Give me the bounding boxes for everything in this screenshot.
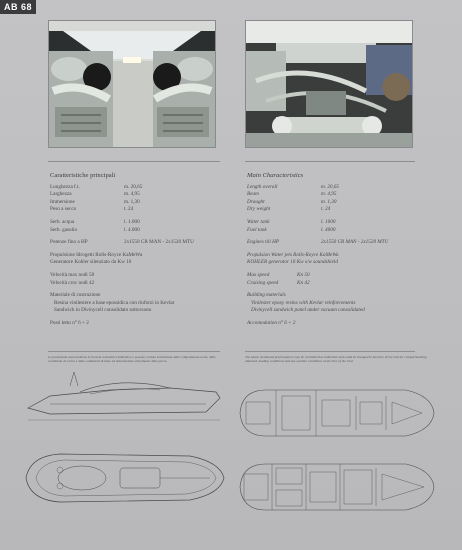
spec-label: Draught (247, 198, 265, 205)
cruise-speed-text: Velocità croc nodi 42 (50, 279, 95, 286)
spec-value: l. 1.000 (124, 218, 140, 225)
spec-value: l. 4.000 (124, 226, 140, 233)
materials-line: Vinilester epoxy resins with Kevlar reinforcements (251, 299, 356, 306)
spec-label: Peso a secco (50, 206, 77, 213)
deck-plan-upper (236, 386, 436, 440)
disclaimer-it: Le prestazioni sopra indicate la Società costruttrice indicative e possono variare in funzione della composizione scafo, delle condizioni di carico e delle condizioni di mare ed atmosferiche al momento della prova. (48, 355, 216, 364)
generator-text: Generatore Kohler silenziato da Kw 16 (50, 259, 132, 266)
spec-value: m. 4,95 (321, 191, 337, 198)
divider-right-lower (245, 351, 415, 352)
materials-heading: Materiale di costruzione (50, 292, 101, 299)
materials-line: Resina vinilestere a base epossidica con rinforzi in Kevlar (54, 299, 175, 306)
specs-italian (50, 172, 230, 328)
deck-plan-lower (236, 460, 436, 514)
materials-line: Divinycell sandwich panel under vacuum consolidated (251, 307, 365, 314)
spec-value: 2x1550 CR MAN - 2x1520 MTU (124, 239, 194, 246)
spec-label: Max speed (247, 271, 270, 278)
spec-label: Serb. acqua (50, 218, 75, 225)
spec-label: Water tank (247, 218, 270, 225)
propulsion-text: Propulsion Water jets Rolls-Royce KaMeWa (247, 251, 339, 258)
spec-value: m. 1,30 (321, 198, 337, 205)
spec-label: Length overall (247, 183, 278, 190)
divider-left-lower (48, 351, 220, 352)
spec-value: m. 20,65 (124, 183, 143, 190)
spec-label: Dry weight (247, 206, 271, 213)
materials-line: Sandwich in Divinycell consolidato sottovuoto (54, 307, 152, 314)
spec-label: Beam (247, 191, 259, 198)
spec-label: Engines till HP (247, 239, 279, 246)
beds-text: Accomodation n° 6 + 2 (247, 319, 296, 326)
machinery-photo (245, 20, 413, 148)
engine-room-photo (48, 20, 216, 148)
spec-label: Potenze fino a HP (50, 239, 88, 246)
generator-text: KOHLER generator 16 Kw s/w soundshield (247, 259, 338, 266)
beds-text: Posti letto n° 6 + 2 (50, 319, 89, 326)
divider-right (245, 161, 415, 162)
spec-value: l. 1000 (321, 218, 336, 225)
side-profile-drawing (20, 368, 230, 428)
spec-label: Fuel tank (247, 226, 267, 233)
spec-value: m. 1,30 (124, 198, 140, 205)
spec-label: Cruising speed (247, 279, 279, 286)
spec-value: Kn 42 (297, 279, 310, 286)
spec-value: 2x1550 CR MAN - 2x1520 MTU (321, 239, 389, 246)
spec-value: Kn 50 (297, 271, 310, 278)
spec-label: Lunghezza f.t. (50, 183, 80, 190)
spec-value: t. 24 (124, 206, 134, 213)
spec-label: Serb. gasolio (50, 226, 78, 233)
page-tag: AB 68 (0, 0, 36, 14)
spec-label: Immersione (50, 198, 75, 205)
spec-value: m. 20,65 (321, 183, 340, 190)
top-view-drawing (20, 448, 230, 508)
spec-label: Larghezza (50, 191, 72, 198)
specs-heading-en: Main Characteristics (247, 172, 304, 179)
specs-heading-it: Caratteristiche principali (50, 172, 116, 179)
spec-value: l. 4000 (321, 226, 336, 233)
specs-english (247, 172, 432, 328)
spec-value: t. 24 (321, 206, 331, 213)
divider-left (48, 161, 220, 162)
propulsion-text: Propulsione Idrogetti Rolls-Royce KaMeWa (50, 251, 143, 258)
spec-value: m. 4,95 (124, 191, 140, 198)
materials-heading: Building materials (247, 292, 286, 299)
max-speed-text: Velocità max nodi 50 (50, 271, 95, 278)
disclaimer-en: The above mentioned performances may be considered as indicative and could be changed in function of the interior compartmenting obtained, loading conditions and sea-weather conditions at the time of the trial. (245, 355, 427, 364)
